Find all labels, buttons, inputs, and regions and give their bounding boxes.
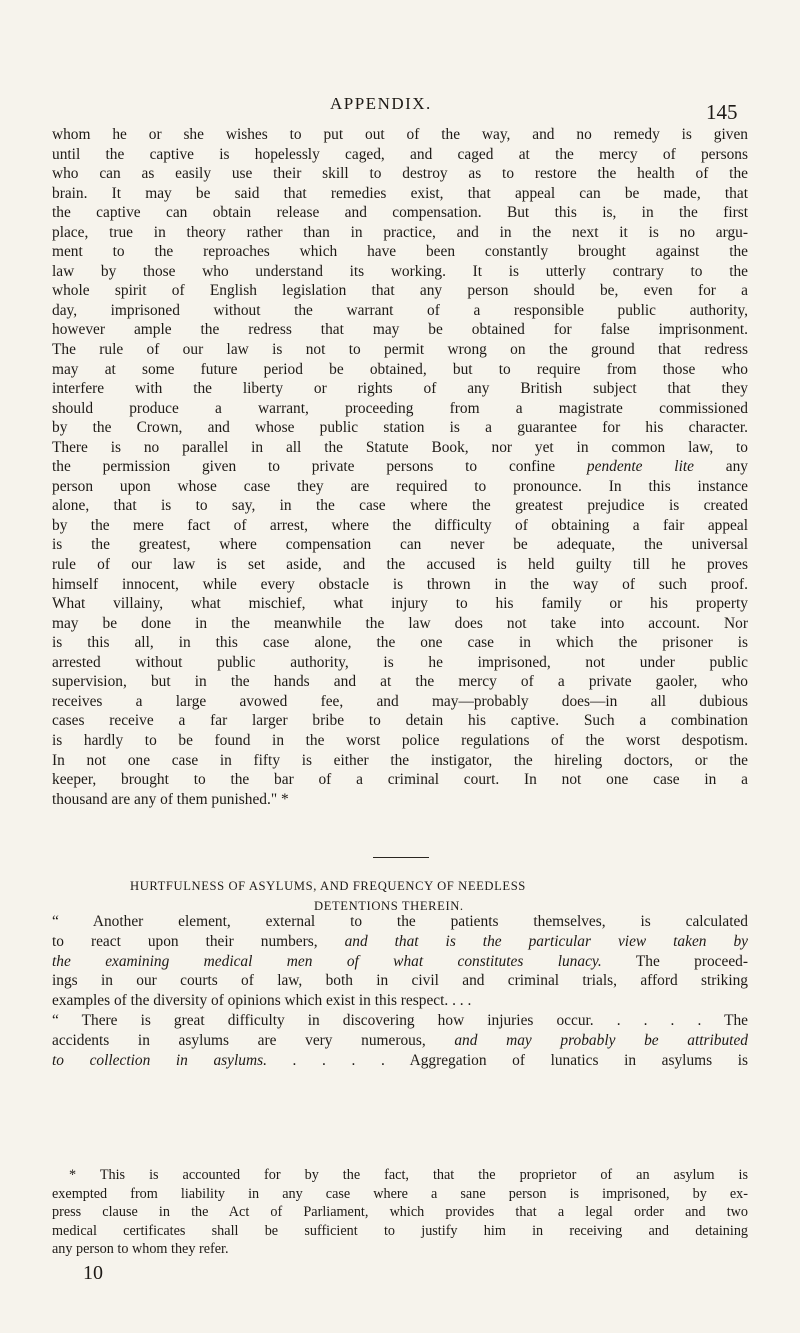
text-line [52,1051,748,1071]
section-text [52,912,748,1070]
footnote-line: * This is accounted for by the fact, that the proprietor of an asylum is [69,1167,748,1183]
text-line: who can as easily use their skill to destroy as to restore the health of the [52,165,748,183]
section-heading [52,876,748,916]
text-line: brain. It may be said that remedies exist, that appeal can be made, that [52,184,748,202]
text-line: whole spirit of English legislation that any person should be, even for a [52,282,748,300]
text-line: “ There is great difficulty in discovering how injuries occur. . . . . The [52,1011,748,1029]
text-line-last: thousand are any of them punished." * [52,790,289,808]
text-line: until the captive is hopelessly caged, and caged at the mercy of persons [52,145,748,163]
section-heading-line-2: DETENTIONS THEREIN. [314,899,464,913]
text-line: The rule of our law is not to permit wrong on the ground that redress [52,341,748,359]
text-line: ment to the reproaches which have been constantly brought against the [52,243,748,261]
text-line: receives a large avowed fee, and may—probably does—in all dubious [52,692,748,710]
text-line [52,952,748,972]
text-line: law by those who understand its working. It is utterly contrary to the [52,262,748,280]
text-line: should produce a warrant, proceeding from a magistrate commissioned [52,399,748,417]
text-run: accidents in asylums are very numerous, [52,1031,455,1049]
text-run: . . . . Aggregation of lunatics in asylums is [266,1051,749,1069]
main-text [52,125,748,809]
italic-text-run: and may probably be attributed [454,1031,748,1049]
running-head [0,94,800,122]
text-line: alone, that is to say, in the case where the greatest prejudice is created [52,497,748,515]
text-line: is this all, in this case alone, the one case in which the prisoner is [52,634,748,652]
text-line: rule of our law is set aside, and the accused is held guilty till he proves [52,556,748,574]
italic-text-run: pendente lite [586,458,694,476]
italic-text-run: to collection in asylums. [52,1051,267,1069]
footnote-line: any person to whom they refer. [52,1241,229,1258]
text-line: himself innocent, while every obstacle is thrown in the way of such proof. [52,575,748,593]
text-line: the captive can obtain release and compensation. But this is, in the first [52,204,748,222]
text-line: interfere with the liberty or rights of any British subject that they [52,380,748,398]
text-run: any [693,458,748,476]
page-number: 145 [706,100,738,124]
text-line: There is no parallel in all the Statute Book, nor yet in common law, to [52,438,748,456]
text-line: “ Another element, external to the patients themselves, is calculated [52,913,748,930]
text-line: may at some future period be obtained, but to require from those who [52,360,748,378]
text-line: however ample the redress that may be obtained for false imprisonment. [52,321,748,339]
text-run: The proceed- [601,952,748,970]
text-line: whom he or she wishes to put out of the way, and no remedy is given [52,126,748,143]
italic-text-run: the examining medical men of what constitutes lunacy. [52,952,602,970]
signature-mark: 10 [83,1262,103,1284]
footnote-line: exempted from liability in any case where a sane person is imprisoned, by ex- [52,1185,748,1202]
text-line: keeper, brought to the bar of a criminal court. In not one case in a [52,771,748,789]
footnote [52,1166,748,1259]
running-title: APPENDIX. [330,94,432,113]
section-heading-line-1: HURTFULNESS OF ASYLUMS, AND FREQUENCY OF NEEDLESS [130,879,526,893]
section-divider-rule [373,857,429,858]
text-line: day, imprisoned without the warrant of a responsible public authority, [52,301,748,319]
text-line: person upon whose case they are required to pronounce. In this instance [52,477,748,495]
text-line: In not one case in fifty is either the instigator, the hireling doctors, or the [52,751,748,769]
footnote-line: medical certificates shall be sufficient to justify him in receiving and detaining [52,1222,748,1239]
text-line: may be done in the meanwhile the law does not take into account. Nor [52,614,748,632]
text-line: by the Crown, and whose public station is a guarantee for his character. [52,419,748,437]
text-line-with-italic [52,457,748,477]
text-run: the permission given to private persons to confine [52,458,587,476]
text-line: is hardly to be found in the worst police regulations of the worst despotism. [52,731,748,749]
text-line: by the mere fact of arrest, where the difficulty of obtaining a fair appeal [52,516,748,534]
text-line [52,932,748,952]
text-line: arrested without public authority, is he imprisoned, not under public [52,653,748,671]
text-run: to react upon their numbers, [52,932,345,950]
text-line: ings in our courts of law, both in civil and criminal trials, afford striking [52,972,748,990]
text-line: What villainy, what mischief, what injury to his family or his property [52,595,748,613]
text-line: examples of the diversity of opinions which exist in this respect. . . . [52,992,472,1010]
italic-text-run: and that is the particular view taken by [344,932,748,950]
footnote-line: press clause in the Act of Parliament, which provides that a legal order and two [52,1204,748,1221]
text-line: cases receive a far larger bribe to detain his captive. Such a combination [52,712,748,730]
text-line [52,1031,748,1051]
text-line: place, true in theory rather than in practice, and in the next it is no argu- [52,223,748,241]
text-line: supervision, but in the hands and at the mercy of a private gaoler, who [52,673,748,691]
text-line: is the greatest, where compensation can never be adequate, the universal [52,536,748,554]
